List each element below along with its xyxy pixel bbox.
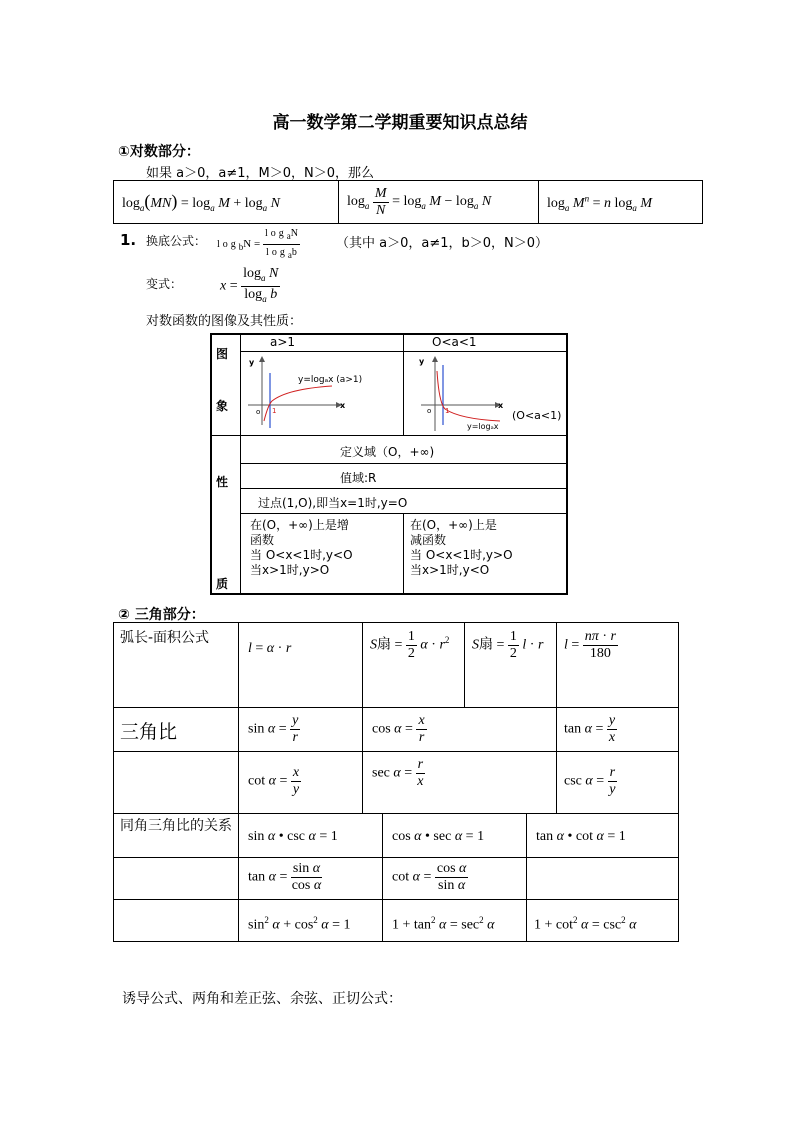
trig-ratio-label: 三角比 [120, 721, 178, 743]
sin-csc-identity: sin α • csc α = 1 [248, 829, 338, 844]
log-function-table [210, 333, 568, 595]
change-base-number: 1. [120, 231, 137, 249]
log-rules-table [113, 180, 703, 224]
inc-line-3: 当 O<x<1时,y<O [250, 548, 353, 562]
sector-area-formula-1: S扇 = $\frac{1}{2}$ $\alpha \cdot r^2$ [370, 629, 450, 661]
curve-note-2: (O<a<1) [512, 409, 562, 422]
variant-label: 变式： [146, 277, 183, 291]
sin-def: sin α = $\frac{y}{r}$ [248, 713, 299, 745]
axis-x-label-2: x [498, 401, 504, 410]
dec-line-1: 在(O，+∞)上是 [410, 518, 497, 532]
log-condition: 如果 a＞0，a≠1，M＞0，N＞0，那么 [146, 166, 374, 181]
origin-label-1: o [256, 408, 261, 416]
domain-text: 定义域（O，+∞) [340, 445, 435, 459]
curve-label-2: y=logₐx [467, 422, 499, 431]
pythagorean-identity-1: $\sin^2 \alpha + \cos^2 \alpha = 1$ [248, 915, 351, 933]
increasing-properties [250, 518, 353, 578]
log-quotient-rule: $\log_a$ $\frac{M}{N}$ = $\log_a M - \log_a N$ [339, 181, 539, 224]
page-title: 高一数学第二学期重要知识点总结 [272, 113, 528, 133]
cot-def: cot α = $\frac{x}{y}$ [248, 765, 300, 797]
sector-word-1: 扇 [377, 637, 391, 653]
origin-label-2: o [427, 407, 432, 415]
tan-cot-identity: tan α • cot α = 1 [536, 829, 626, 844]
dec-line-2: 减函数 [410, 533, 447, 547]
identity-label: 同角三角比的关系 [120, 818, 232, 834]
cot-quotient-identity: cot α = $\frac{\text{cos α}}{\text{sin α}}$ [392, 861, 467, 893]
decreasing-properties [410, 518, 513, 578]
image-label-2: 象 [216, 399, 229, 413]
pythagorean-identity-2: $1 + \tan^2 \alpha = \sec^2 \alpha$ [392, 915, 495, 933]
col-header-a-lt-1: O<a<1 [432, 335, 477, 349]
sector-word-2: 扇 [479, 637, 493, 653]
axis-x-label-1: x [340, 401, 346, 410]
inc-line-1: 在(O，+∞)上是增 [250, 518, 349, 532]
y-arrow-2 [432, 356, 438, 362]
y-arrow-1 [259, 356, 265, 362]
col-header-a-gt-1: a>1 [270, 335, 296, 349]
change-base-label: 换底公式： [146, 234, 207, 248]
trig-section-heading: ② 三角部分： [118, 607, 205, 623]
one-label-2: 1 [445, 407, 450, 415]
image-label-1: 图 [216, 347, 229, 361]
inc-line-2: 函数 [250, 533, 275, 547]
inc-line-4: 当x>1时,y>O [250, 563, 330, 577]
tan-def: tan α = $\frac{y}{x}$ [564, 713, 616, 745]
log-product-rule: $\log_a(MN) = \log_a M + \log_a N$ [114, 181, 339, 224]
dec-line-3: 当 O<x<1时,y>O [410, 548, 513, 562]
arc-area-label: 弧长-面积公式 [120, 630, 210, 646]
tan-quotient-identity: tan α = $\frac{\text{sin α}}{\text{cos α}}$ [248, 861, 322, 893]
dec-line-4: 当x>1时,y<O [410, 563, 490, 577]
deg-denominator: 180 [589, 646, 611, 661]
axis-y-label-1: y [249, 358, 255, 367]
fixed-point-text: 过点(1,O),即当x=1时,y=O [258, 496, 408, 510]
one-label-1: 1 [272, 407, 277, 415]
range-text: 值域:R [340, 471, 377, 485]
increasing-curve [264, 386, 332, 421]
trig-table [113, 622, 679, 942]
arc-length-formula: l = α · r [248, 641, 292, 656]
cos-sec-identity: cos α • sec α = 1 [392, 829, 485, 844]
change-base-formula: $\log_bN$ = $\frac{\log_aN}{\log_ab}$ [217, 228, 298, 260]
log-power-rule: $\log_a M^n = n$ $\log_a M$ [539, 181, 703, 224]
log-section-heading: ①对数部分： [118, 144, 200, 160]
property-label-2: 质 [216, 577, 229, 591]
curve-label-1: y=logₐx (a>1) [298, 375, 363, 385]
change-base-condition: （其中 a＞0，a≠1，b＞0，N＞0） [336, 236, 549, 251]
variant-formula: x = $\frac{\log_a N}{\log_a b}$ [220, 266, 279, 304]
sec-def: sec α = $\frac{r}{x}$ [372, 757, 424, 789]
graph-increasing-log [242, 353, 402, 433]
pythagorean-identity-3: $1 + \cot^2 \alpha = \csc^2 \alpha$ [534, 915, 637, 933]
degree-arc-formula: l = $\frac{n\pi \cdot r}{180}$ [564, 629, 616, 661]
sector-area-formula-2: S扇 = $\frac{1}{2}$ l · r [472, 629, 544, 661]
footer-text: 诱导公式、两角和差正弦、余弦、正切公式： [122, 991, 402, 1007]
cos-def: cos α = $\frac{x}{r}$ [372, 713, 425, 745]
property-label-1: 性 [216, 475, 229, 489]
graph-decreasing-log [405, 353, 567, 435]
graph-intro: 对数函数的图像及其性质： [146, 314, 303, 329]
axis-y-label-2: y [419, 357, 425, 366]
csc-def: csc α = $\frac{r}{y}$ [564, 765, 616, 797]
